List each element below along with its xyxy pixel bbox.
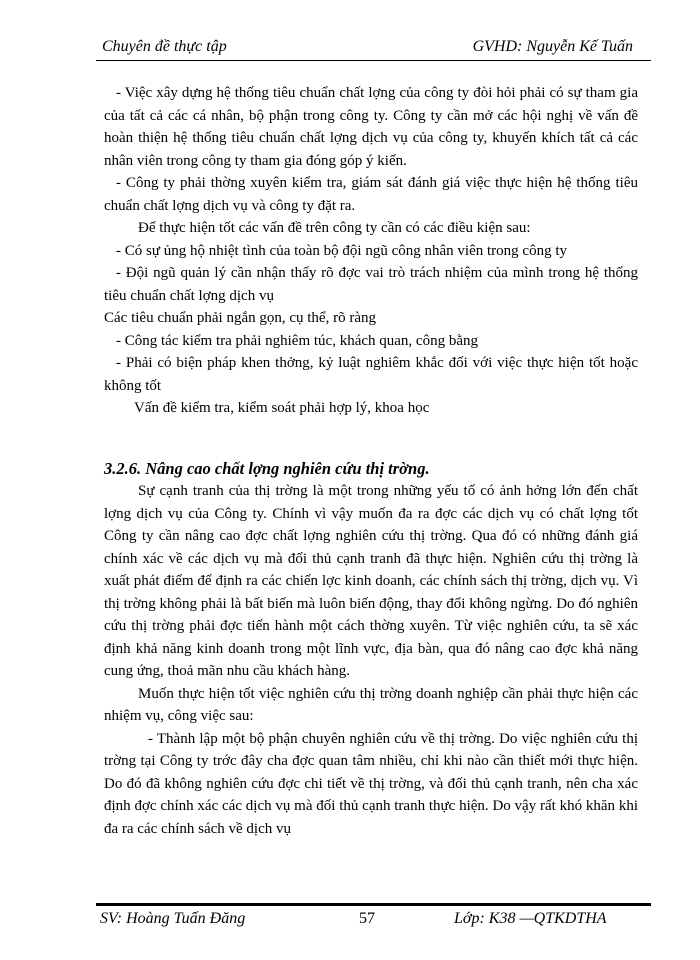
section-heading: 3.2.6. Nâng cao chất lợng nghiên cứu thị trờng. — [104, 458, 430, 478]
paragraph: - Việc xây dựng hệ thống tiêu chuẩn chất lợng của công ty đòi hỏi phải có sự tham gia của tất cả các cá nhân, bộ phận trong công ty. Công ty cần mở các hội nghị về vấn đề hoàn thiện hệ thống tiêu chuẩn chất lợng dịch vụ của công ty, khuyến khích tất cả các nhân viên trong công ty tham gia đóng góp ý kiến. — [104, 85, 638, 169]
paragraph: - Phải có biện pháp khen thởng, kỷ luật nghiêm khắc đối với việc thực hiện tốt hoặc không tốt — [104, 355, 638, 394]
page-footer — [96, 910, 651, 934]
footer-rule — [96, 903, 651, 906]
footer-student: SV: Hoàng Tuấn Đăng — [100, 910, 246, 927]
header-rule — [96, 60, 651, 61]
paragraph: Muốn thực hiện tốt việc nghiên cứu thị trờng doanh nghiệp cần phải thực hiện các nhiệm vụ, công việc sau: — [104, 685, 638, 724]
paragraph: - Công ty phải thờng xuyên kiểm tra, giám sát đánh giá việc thực hiện hệ thống tiêu chuẩn chất lợng dịch vụ và công ty đặt ra. — [104, 175, 638, 214]
paragraph: - Công tác kiểm tra phải nghiêm túc, khách quan, công bằng — [116, 332, 478, 349]
spacer — [104, 446, 638, 458]
paragraph: Các tiêu chuẩn phải ngắn gọn, cụ thể, rõ ràng — [104, 310, 376, 326]
paragraph: - Thành lập một bộ phận chuyên nghiên cứu về thị trờng. Do việc nghiên cứu thị trờng tại Công ty trớc đây cha đợc quan tâm nhiều, chỉ khi nào cần thiết mới thực hiện. Do đó đã không nghiên cứu đợc chi tiết về thị trờng, và đối thủ cạnh tranh, nên cha xác định đợc chính xác các dịch vụ mà đối thủ cạnh tranh thực hiện. Do vậy rất khó khăn khi đa ra các chính sách về dịch vụ — [104, 730, 638, 837]
paragraph: Vấn đề kiểm tra, kiểm soát phải hợp lý, khoa học — [134, 400, 430, 416]
paragraph: - Có sự ủng hộ nhiệt tình của toàn bộ đội ngũ công nhân viên trong công ty — [116, 242, 567, 259]
paragraph: Để thực hiện tốt các vấn đề trên công ty cần có các điều kiện sau: — [138, 220, 531, 236]
header-advisor: GVHD: Nguyễn Kế Tuấn — [472, 38, 633, 55]
paragraph: Sự cạnh tranh của thị trờng là một trong những yếu tố có ảnh hởng lớn đến chất lợng dịch vụ của Công ty. Chính vì vậy muốn đa ra đợc các dịch vụ có chất lợng tốt Công ty cần nâng cao đợc chất lợng nghiên cứu thị trờng. Qua đó có những đánh giá chính xác về các dịch vụ mà đối thủ cạnh tranh đã thực hiện. Nghiên cứu thị trờng là xuất phát điểm để định ra các chiến lợc kinh doanh, các chính sách thị trờng, dịch vụ. Vì thị trờng không phải là bất biến mà luôn biến động, thay đổi không ngừng. Do đó nghiên cứu thị trờng phải đợc tiến hành một cách thờng xuyên. Từ việc nghiên cứu, ta sẽ xác định khả năng kinh doanh trong một lĩnh vực, địa bàn, qua đó nâng cao đợc khả năng cung ứng, thoả mãn nhu cầu khách hàng. — [104, 483, 638, 679]
page-body — [104, 82, 638, 840]
spacer — [104, 420, 638, 446]
paragraph: - Đội ngũ quản lý cần nhận thấy rõ đợc vai trò trách nhiệm của mình trong hệ thống tiêu chuẩn chất lợng dịch vụ — [104, 265, 638, 304]
page-number: 57 — [359, 910, 375, 927]
page-header — [96, 36, 651, 60]
header-title: Chuyên đề thực tập — [102, 38, 227, 55]
footer-class: Lớp: K38 —QTKDTHA — [454, 910, 607, 927]
